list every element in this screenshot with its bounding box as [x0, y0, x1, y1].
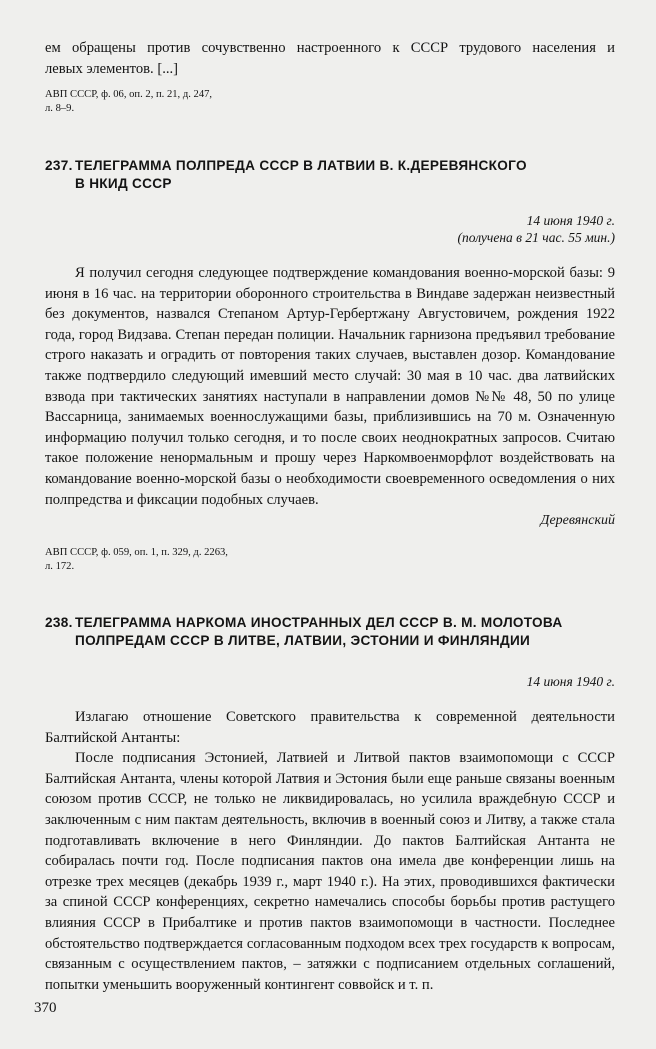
doc-238-intro-paragraph: Излагаю отношение Советского правительства к современной деятельности Балтийской Антанты: — [45, 709, 615, 746]
doc-237-heading — [45, 157, 615, 192]
doc-237-signature: Деревянский — [540, 513, 615, 528]
doc-237-number: 237. — [45, 158, 73, 173]
intro-line-1: ем обращены против сочувственно настроенного к СССР трудового населения и — [45, 40, 615, 56]
intro-paragraph — [45, 38, 615, 79]
doc-237-date: 14 июня 1940 г. — [526, 213, 615, 228]
doc-238-main-paragraph: После подписания Эстонией, Латвией и Литвой пактов взаимопомощи с СССР Балтийская Антанта, члены которой Латвия и Эстония были еще раньше связаны военным союзом против СССР, не только не ликвидировалась, но усилила враждебную СССР и заключенным с ним пактам деятельность, включив в военный союз и Литву, а также стала подготавливать включение в него Финляндии. До пактов Балтийская Антанта не собиралась почти год. После подписания пактов она имела две конференции лишь на отрезке трех месяцев (декабрь 1939 г., март 1940 г.). На этих, проводившихся фактически за спиной СССР конференциях, секретно намечались способы борьбы против растущего влияния СССР в Прибалтике и против пактов взаимопомощи в частности. Последнее обстоятельство подтверждается согласованным подходом всех трех государств к вопросам, связанным с осуществлением пактов, – затяжки с подписанием отдельных соглашений, попытки уменьшить вооруженный контингент соввойск и т. п. — [45, 750, 615, 993]
doc-237-title-line-1: ТЕЛЕГРАММА ПОЛПРЕДА СССР В ЛАТВИИ В. К.ДЕРЕВЯНСКОГО — [75, 158, 527, 173]
doc-237-received: (получена в 21 час. 55 мин.) — [457, 230, 615, 245]
source-1-line-1: АВП СССР, ф. 06, оп. 2, п. 21, д. 247, — [45, 89, 213, 100]
doc-238-number: 238. — [45, 615, 73, 630]
doc-237-title-line-2: В НКИД СССР — [75, 175, 172, 191]
doc-238-heading — [45, 614, 615, 649]
doc-238-title-line-1: ТЕЛЕГРАММА НАРКОМА ИНОСТРАННЫХ ДЕЛ СССР В. М. МОЛОТОВА — [75, 615, 563, 630]
doc-237-body — [45, 263, 615, 510]
intro-line-2: левых элементов. [...] — [45, 60, 179, 77]
archive-source-1 — [45, 88, 305, 115]
doc-238-title-line-2: ПОЛПРЕДАМ СССР В ЛИТВЕ, ЛАТВИИ, ЭСТОНИИ И ФИНЛЯНДИИ — [75, 632, 531, 648]
doc-237-dateline — [45, 212, 615, 246]
doc-237-paragraph: Я получил сегодня следующее подтверждение командования военно-морской базы: 9 июня в 16 час. на территории оборонного строительства в Виндаве задержан неизвестный без документов, назвался Степаном Артур-Гербертжану Августовичем, рождения 1922 года, город Видзава. Степан передан полиции. Начальник гарнизона предъявил требование строго наказать и оградить от повторения таких случаев, выставлен дозор. Командование также подтвердило следующий имевший место случай: 30 мая в 10 час. два латвийских взвода при тактических занятиях наступали в направлении домов №№ 48, 50 по улице Вассарница, занимаемых военнослужащими базы, приблизившись на 70 м. Означенную информацию получил только сегодня, и то после своих неоднократных запросов. Считаю такое положение ненормальным и прошу через Наркомвоенморфлот воздействовать на командование военно-морской базы о необходимости своевременного осведомления о них полпредства и фиксации подобных случаев. — [45, 265, 615, 508]
source-2-line-1: АВП СССР, ф. 059, оп. 1, п. 329, д. 2263, — [45, 547, 228, 558]
doc-238-dateline — [45, 673, 615, 690]
archive-source-2 — [45, 546, 305, 573]
doc-238-date: 14 июня 1940 г. — [526, 674, 615, 689]
source-1-line-2: л. 8–9. — [45, 102, 75, 114]
doc-238-body — [45, 707, 615, 995]
page-number: 370 — [34, 1000, 57, 1016]
source-2-line-2: л. 172. — [45, 560, 75, 572]
